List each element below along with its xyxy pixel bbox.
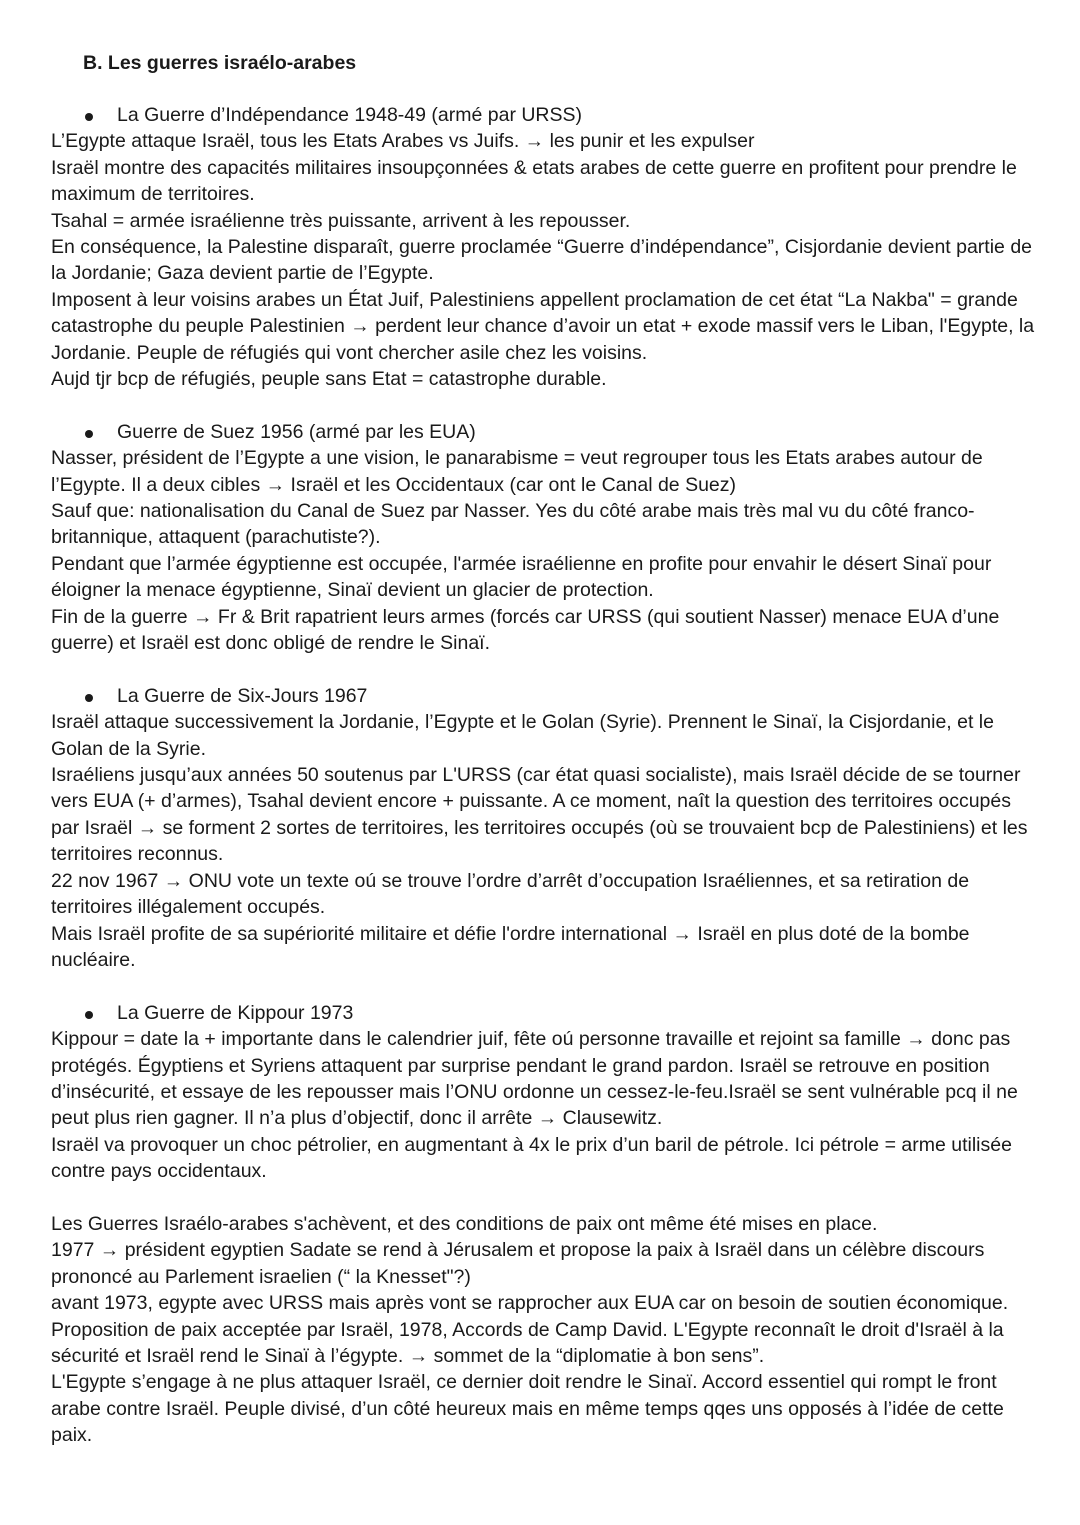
bullet-title-text: Guerre de Suez 1956 (armé par les EUA): [117, 420, 476, 443]
paragraph: Les Guerres Israélo-arabes s'achèvent, et des conditions de paix ont même été mises en place.: [51, 1212, 878, 1235]
paragraph: Israël montre des capacités militaires insoupçonnées & etats arabes de cette guerre en profitent pour prendre le maximum de territoires.: [51, 156, 1017, 206]
paragraph: Mais Israël profite de sa supériorité militaire et défie l'ordre international → Israël en plus doté de la bombe nucléaire.: [51, 922, 970, 971]
paragraph: Fin de la guerre → Fr & Brit rapatrient leurs armes (forcés car URSS (qui soutient Nasser) menace EUA d’une guerre) et Israël est donc obligé de rendre le Sinaï.: [51, 605, 1000, 655]
document-page: [51, 50, 1041, 1449]
section-kippour-war: [51, 1000, 1041, 1185]
paragraph: avant 1973, egypte avec URSS mais après vont se rapprocher aux EUA car on besoin de soutien économique.: [51, 1292, 1009, 1315]
paragraph: En conséquence, la Palestine disparaît, guerre proclamée “Guerre d’indépendance”, Cisjordanie devient partie de la Jordanie; Gaza devient partie de l’Egypte.: [51, 236, 1033, 285]
paragraph: Pendant que l’armée égyptienne est occupée, l'armée israélienne en profite pour envahir le désert Sinaï pour éloigner la menace égyptienne, Sinaï devient un glacier de protection.: [51, 552, 992, 602]
section-six-day-war: [51, 683, 1041, 973]
paragraph: Israël va provoquer un choc pétrolier, en augmentant à 4x le prix d’un baril de pétrole. Ici pétrole = arme utilisée contre pays occidentaux.: [51, 1133, 1012, 1183]
paragraph: 1977 → président egyptien Sadate se rend à Jérusalem et propose la paix à Israël dans un célèbre discours prononcé au Parlement israelien (“ la Knesset"?): [51, 1239, 985, 1288]
paragraph: Imposent à leur voisins arabes un État Juif, Palestiniens appellent proclamation de cet état “La Nakba" = grande catastrophe du peuple Palestinien → perdent leur chance d’avoir un etat + exode massif vers le Liban, l'Egypte, la Jordanie. Peuple de réfugiés qui vont chercher asile chez les voisins.: [51, 288, 1035, 364]
paragraph: Aujd tjr bcp de réfugiés, peuple sans Etat = catastrophe durable.: [51, 368, 607, 391]
bullet-title: [51, 419, 1041, 445]
paragraph: Proposition de paix acceptée par Israël, 1978, Accords de Camp David. L'Egypte reconnaît le droit d'Israël à la sécurité et Israël rend le Sinaï à l’égypte. → sommet de la “diplomatie à bon sens”.: [51, 1318, 1004, 1367]
bullet-icon: [85, 1011, 93, 1019]
bullet-icon: [85, 113, 93, 121]
bullet-title: [51, 683, 1041, 709]
paragraph: L'Egypte s’engage à ne plus attaquer Israël, ce dernier doit rendre le Sinaï. Accord essentiel qui rompt le front arabe contre Israël. Peuple divisé, d’un côté heureux mais en même temps qqes uns opposés à l’idée de cette paix.: [51, 1371, 1004, 1447]
section-independance-war: [51, 102, 1041, 392]
paragraph: Kippour = date la + importante dans le calendrier juif, fête oú personne travaille et rejoint sa famille → donc pas protégés. Égyptiens et Syriens attaquent par surprise pendant le grand pardon. Israël se retrouve en position d’insécurité, et essaye de les repousser mais l’ONU ordonne un cessez-le-feu.Israël se sent vulnérable pcq il ne peut plus rien gagner. Il n’a plus d’objectif, donc il arrête → Clausewitz.: [51, 1028, 1018, 1130]
bullet-title-text: La Guerre de Kippour 1973: [117, 1001, 354, 1024]
section-heading: B. Les guerres israélo-arabes: [83, 52, 357, 74]
bullet-title: [51, 102, 1041, 128]
paragraph: Sauf que: nationalisation du Canal de Suez par Nasser. Yes du côté arabe mais très mal vu du côté franco-britannique, attaquent (parachutiste?).: [51, 500, 975, 549]
paragraph: 22 nov 1967 → ONU vote un texte oú se trouve l’ordre d’arrêt d’occupation Israéliennes, et sa retiration de territoires illégalement occupés.: [51, 869, 970, 919]
paragraph: Israéliens jusqu’aux années 50 soutenus par L'URSS (car état quasi socialiste), mais Israël décide de se tourner vers EUA (+ d’armes), Tsahal devient encore + puissante. A ce moment, naît la question des territoires occupés par Israël → se forment 2 sortes de territoires, les territoires occupés (où se trouvaient bcp de Palestiniens) et les territoires reconnus.: [51, 764, 1028, 866]
bullet-icon: [85, 430, 93, 438]
section-suez-war: [51, 419, 1041, 657]
bullet-title: [51, 1000, 1041, 1026]
paragraph: Nasser, président de l’Egypte a une vision, le panarabisme = veut regrouper tous les Etats arabes autour de l’Egypte. Il a deux cibles → Israël et les Occidentaux (car ont le Canal de Suez): [51, 447, 983, 496]
bullet-icon: [85, 694, 93, 702]
paragraph: Tsahal = armée israélienne très puissante, arrivent à les repousser.: [51, 209, 631, 232]
bullet-title-text: La Guerre de Six-Jours 1967: [117, 684, 368, 707]
paragraph: L’Egypte attaque Israël, tous les Etats Arabes vs Juifs. → les punir et les expulser: [51, 130, 755, 153]
bullet-title-text: La Guerre d’Indépendance 1948-49 (armé par URSS): [117, 104, 583, 126]
paragraph: Israël attaque successivement la Jordanie, l’Egypte et le Golan (Syrie). Prennent le Sinaï, la Cisjordanie, et le Golan de la Syrie.: [51, 711, 994, 760]
conclusion: [51, 1211, 1041, 1449]
